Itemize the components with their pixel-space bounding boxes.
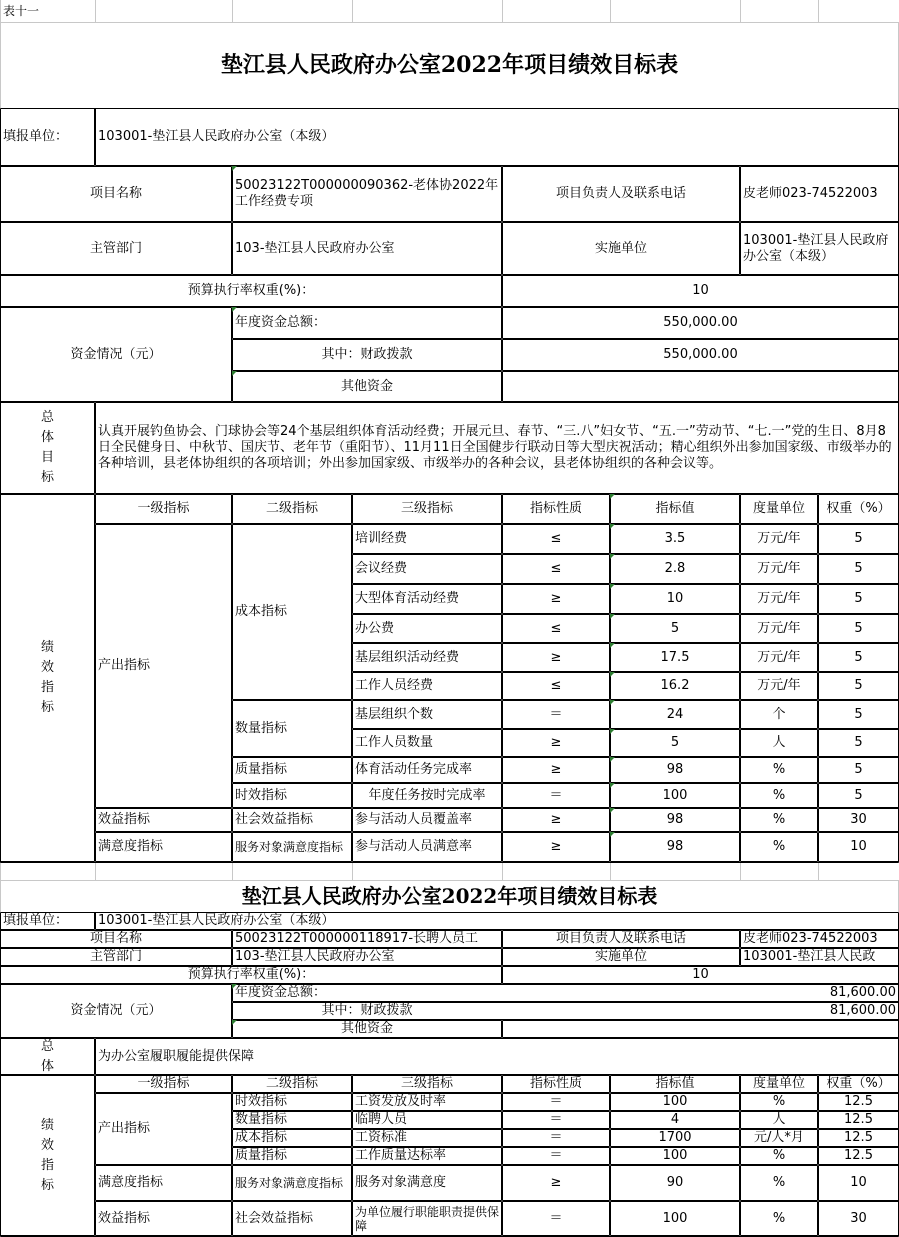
indicator-weight: 12.5 [844, 1148, 873, 1163]
indicator-weight: 5 [854, 787, 863, 803]
indicator-name: 参与活动人员满意率 [355, 839, 473, 854]
indicator-name: 工资标准 [355, 1130, 408, 1145]
indicator-unit: % [772, 762, 786, 777]
header-cell: 指标值 [610, 494, 740, 524]
indicator-unit: % [772, 1210, 786, 1226]
impl-value: 103001-垫江县人民政府办公室（本级） [743, 232, 889, 264]
level1-cell: 产出指标 [98, 658, 151, 673]
indicator-nature: ＝ [549, 1210, 563, 1226]
total-label: 年度资金总额： [232, 984, 899, 1002]
indicator-name: 年度任务按时完成率 [368, 787, 486, 803]
indicator-nature: ≥ [550, 649, 562, 665]
budget-weight-label: 预算执行率权重(%)： [187, 967, 315, 982]
indicator-weight: 5 [854, 706, 863, 722]
sheet-label: 表十一 [3, 4, 40, 18]
fiscal-label: 其中：财政拨款 [321, 347, 413, 362]
indicator-value: 98 [610, 832, 740, 862]
level2-cell: 成本指标 [235, 1130, 288, 1145]
indicator-value: 5 [610, 614, 740, 643]
level2-cell: 数量指标 [235, 1112, 288, 1127]
indicator-weight: 10 [850, 839, 867, 854]
header-cell: 指标性质 [529, 501, 582, 516]
level2-cell: 质量指标 [235, 762, 288, 777]
dept-value: 103-垫江县人民政府办公室 [235, 949, 395, 964]
indicator-weight: 5 [854, 591, 863, 606]
goal-label [0, 1038, 95, 1075]
indicator-unit: % [772, 1094, 786, 1109]
indicator-name: 基层组织活动经费 [355, 649, 460, 665]
indicator-unit: 万元/年 [757, 678, 801, 693]
budget-weight-value: 10 [692, 967, 709, 982]
indicator-unit: 个 [772, 706, 786, 722]
indicator-name: 会议经费 [355, 561, 408, 576]
goal-text: 为办公室履职履能提供保障 [98, 1048, 255, 1064]
header-cell: 一级指标 [137, 1076, 190, 1091]
header-cell: 二级指标 [265, 501, 318, 516]
dept-value: 103-垫江县人民政府办公室 [235, 240, 395, 256]
indicator-nature: ＝ [549, 787, 563, 803]
level2-cell: 时效指标 [235, 787, 288, 803]
indicator-nature: ≤ [550, 620, 562, 636]
header-cell: 权重（%） [826, 501, 891, 516]
indicator-nature: ≥ [550, 1175, 562, 1190]
indicator-value: 5 [610, 729, 740, 757]
indicator-unit: 万元/年 [757, 531, 801, 546]
indicator-nature: ≤ [550, 561, 562, 576]
indicator-name: 服务对象满意度 [355, 1175, 447, 1190]
indicator-value: 3.5 [610, 524, 740, 554]
indicator-nature: ＝ [549, 1130, 563, 1145]
other-value [502, 1020, 899, 1038]
header-cell: 度量单位 [752, 501, 805, 516]
level1-cell: 满意度指标 [98, 839, 164, 854]
header-cell: 二级指标 [265, 1076, 318, 1091]
total-value: 81,600.00 [829, 985, 896, 1000]
indicator-value: 100 [662, 1148, 688, 1163]
goal-label-text: 总体目标 [40, 410, 54, 485]
unit-value: 103001-垫江县人民政府办公室（本级） [98, 129, 335, 144]
level2-cell: 质量指标 [235, 1148, 288, 1163]
funds-label: 资金情况（元） [70, 1003, 162, 1018]
perf-label-text: 绩效指标 [40, 1117, 54, 1193]
indicator-weight: 12.5 [844, 1094, 873, 1109]
indicator-unit: 万元/年 [757, 649, 801, 665]
indicator-name: 工资发放及时率 [355, 1094, 447, 1109]
indicator-nature: ≥ [550, 839, 562, 854]
indicator-value: 90 [666, 1175, 684, 1190]
indicator-unit: % [772, 1175, 786, 1190]
indicator-unit: % [772, 839, 786, 854]
indicator-nature: ＝ [549, 1112, 563, 1127]
indicator-unit: 万元/年 [757, 620, 801, 636]
other-label: 其他资金 [232, 1020, 502, 1038]
indicator-value: 24 [610, 700, 740, 729]
total-value: 550,000.00 [663, 315, 738, 330]
indicator-unit: % [772, 812, 786, 827]
indicator-name: 为单位履行职能职责提供保障 [355, 1204, 500, 1233]
contact-label: 项目负责人及联系电话 [555, 931, 686, 946]
indicator-name: 培训经费 [355, 531, 408, 546]
indicator-nature: ≥ [550, 762, 562, 777]
indicator-nature: ≥ [550, 735, 562, 750]
indicator-weight: 5 [854, 531, 863, 546]
indicator-unit: 万元/年 [757, 561, 801, 576]
indicator-weight: 5 [854, 561, 863, 576]
indicator-name: 参与活动人员覆盖率 [355, 812, 473, 827]
indicator-weight: 5 [854, 735, 863, 750]
header-cell: 指标值 [655, 1076, 695, 1091]
indicator-nature: ≥ [550, 812, 562, 827]
goal-label [0, 402, 95, 494]
goal-label-text: 总体 [40, 1038, 54, 1074]
impl-label: 实施单位 [594, 949, 647, 964]
indicator-name: 大型体育活动经费 [355, 591, 460, 606]
perf-label [0, 1075, 95, 1236]
budget-weight-value: 10 [692, 283, 709, 298]
indicator-name: 工作人员经费 [355, 678, 434, 693]
indicator-weight: 5 [854, 620, 863, 636]
indicator-nature: ≥ [550, 591, 562, 606]
indicator-unit: 元/人*月 [754, 1130, 804, 1145]
level2-cell: 成本指标 [235, 604, 288, 619]
contact-value: 皮老师023-74522003 [743, 186, 878, 201]
indicator-weight: 12.5 [844, 1112, 873, 1127]
indicator-weight: 30 [850, 812, 867, 827]
indicator-value: 4 [670, 1112, 680, 1127]
funds-label: 资金情况（元） [70, 346, 162, 362]
dept-label: 主管部门 [89, 949, 142, 964]
indicator-nature: ≤ [550, 678, 562, 693]
table2-title: 垫江县人民政府办公室2022年项目绩效目标表 [241, 884, 658, 908]
level2-cell: 时效指标 [235, 1094, 288, 1109]
indicator-name: 办公费 [355, 620, 395, 636]
level1-cell: 效益指标 [98, 812, 151, 827]
indicator-value: 2.8 [610, 554, 740, 584]
indicator-nature: ≤ [550, 531, 562, 546]
level2-cell: 社会效益指标 [235, 1210, 314, 1226]
contact-value: 皮老师023-74522003 [743, 931, 878, 946]
indicator-name: 工作质量达标率 [355, 1148, 447, 1163]
indicator-name: 体育活动任务完成率 [355, 762, 473, 777]
indicator-nature: ＝ [549, 706, 563, 722]
indicator-unit: 人 [772, 735, 786, 750]
indicator-value: 1700 [658, 1130, 692, 1145]
project-name-label: 项目名称 [89, 931, 142, 946]
level2-cell: 数量指标 [235, 720, 288, 736]
indicator-value: 100 [662, 1094, 688, 1109]
level2-cell: 服务对象满意度指标 [235, 1176, 344, 1190]
level1-cell: 满意度指标 [98, 1175, 164, 1190]
header-cell: 指标性质 [529, 1076, 582, 1091]
impl-label: 实施单位 [594, 240, 647, 256]
indicator-value: 17.5 [610, 643, 740, 672]
project-name-value: 50023122T000000090362-老体协2022年工作经费专项 [232, 166, 502, 222]
level1-cell: 效益指标 [98, 1210, 151, 1226]
perf-label [0, 494, 95, 862]
indicator-weight: 12.5 [844, 1130, 873, 1145]
level2-cell: 社会效益指标 [235, 812, 314, 827]
unit-label: 填报单位： [3, 913, 69, 928]
contact-label: 项目负责人及联系电话 [555, 186, 686, 201]
budget-weight-label: 预算执行率权重(%)： [187, 283, 315, 298]
level2-cell: 服务对象满意度指标 [235, 840, 344, 854]
indicator-unit: % [772, 787, 786, 803]
perf-label-text: 绩效指标 [40, 640, 54, 715]
indicator-weight: 10 [850, 1175, 867, 1190]
indicator-value: 100 [662, 1210, 688, 1226]
indicator-value: 98 [610, 757, 740, 783]
indicator-name: 工作人员数量 [355, 735, 434, 750]
other-label: 其他资金 [232, 371, 502, 402]
header-cell: 度量单位 [752, 1076, 805, 1091]
unit-label: 填报单位： [3, 129, 69, 144]
header-cell: 一级指标 [137, 501, 190, 516]
indicator-value: 10 [610, 584, 740, 614]
indicator-weight: 5 [854, 649, 863, 665]
goal-text: 认真开展钓鱼协会、门球协会等24个基层组织体育活动经费；开展元旦、春节、“三.八”妇女节、“五.一”劳动节、“七.一”党的生日、8月8日全民健身日、中秋节、国庆节、老年节（重阳节）、11月11日全国健步行联动日等大型庆祝活动；精心组织外出参加国家级、市级举办的各种培训，县老体协组织的各项培训；外出参加国家级、市级举办的各种会议，县老体协组织的各种会议等。 [98, 424, 892, 471]
impl-value: 103001-垫江县人民政 [743, 949, 876, 964]
indicator-weight: 5 [854, 678, 863, 693]
header-cell: 权重（%） [826, 1076, 891, 1091]
level1-cell: 产出指标 [98, 1121, 151, 1136]
total-label: 年度资金总额： [232, 307, 502, 339]
header-cell: 三级指标 [400, 501, 453, 516]
other-value [502, 371, 899, 402]
indicator-nature: ＝ [549, 1148, 563, 1163]
fiscal-label: 其中：财政拨款 [321, 1003, 413, 1018]
project-name-value: 50023122T000000118917-长聘人员工 [235, 931, 479, 946]
indicator-nature: ＝ [549, 1094, 563, 1109]
indicator-unit: % [772, 1148, 786, 1163]
indicator-weight: 30 [850, 1210, 867, 1226]
fiscal-value: 550,000.00 [663, 347, 738, 362]
table1-title: 垫江县人民政府办公室2022年项目绩效目标表 [220, 52, 679, 78]
indicator-unit: 万元/年 [757, 591, 801, 606]
indicator-weight: 5 [854, 762, 863, 777]
header-cell: 三级指标 [400, 1076, 453, 1091]
indicator-value: 98 [610, 808, 740, 832]
fiscal-value: 81,600.00 [829, 1003, 896, 1018]
dept-label: 主管部门 [89, 240, 142, 256]
project-name-label: 项目名称 [89, 186, 142, 201]
indicator-value: 100 [610, 783, 740, 808]
indicator-unit: 人 [772, 1112, 786, 1127]
indicator-name: 临聘人员 [355, 1112, 408, 1127]
unit-value: 103001-垫江县人民政府办公室（本级） [98, 913, 335, 928]
indicator-value: 16.2 [610, 672, 740, 700]
indicator-name: 基层组织个数 [355, 706, 434, 722]
